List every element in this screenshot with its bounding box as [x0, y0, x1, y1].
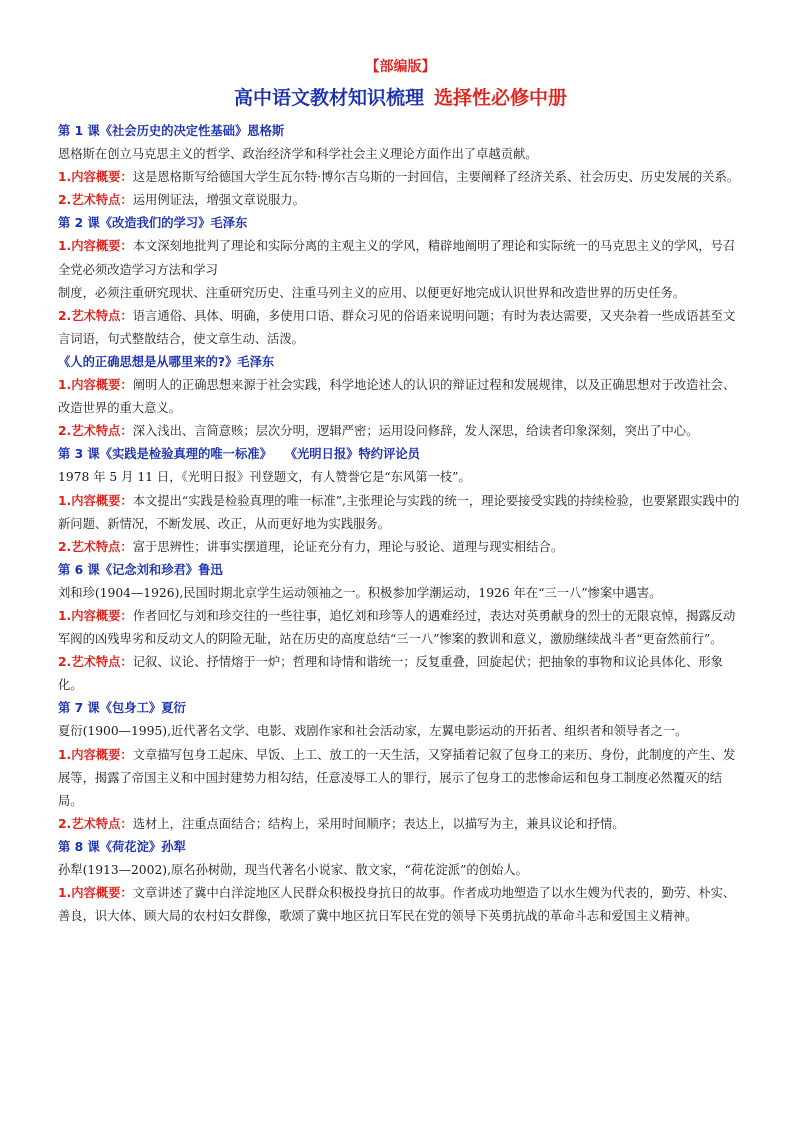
art-label: 2.艺术特点： [58, 424, 133, 439]
title-main: 高中语文教材知识梳理 [233, 87, 424, 109]
lesson-heading: 第 6 课《记念刘和珍君》鲁迅 [58, 562, 223, 577]
lesson-heading: 《人的正确思想是从哪里来的?》毛泽东 [58, 354, 275, 369]
content-label: 1.内容概要： [58, 747, 133, 762]
art-features [58, 305, 743, 351]
content-label: 1.内容概要： [58, 170, 133, 185]
content-summary [58, 882, 743, 928]
art-features [58, 420, 743, 443]
document-body [58, 120, 743, 928]
content-text: 文章描写包身工起床、早饭、上工、放工的一天生活，又穿插着记叙了包身工的来历、身份，此制度的产生、发展等，揭露了帝国主义和中国封建势力相勾结，任意凌辱工人的罪行，展示了包身工的悲惨命运和包身工制度必然覆灭的结局。 [58, 747, 736, 808]
content-text: 本文提出“实践是检验真理的唯一标准”,主张理论与实践的统一，理论要接受实践的持续检验，也要紧跟实践中的新问题、新情况，不断发展、改正，从而更好地为实践服务。 [58, 493, 740, 531]
content-summary [58, 744, 743, 813]
page-title [58, 84, 743, 112]
art-features [58, 813, 743, 836]
lesson-heading: 第 7 课《包身工》夏衍 [58, 701, 186, 716]
content-text: 文章讲述了冀中白洋淀地区人民群众积极投身抗日的故事。作者成功地塑造了以水生嫂为代表的，勤劳、朴实、善良，识大体、顾大局的农村妇女群像，歌颂了冀中地区抗日军民在党的领导下英勇抗战的革命斗志和爱国主义精神。 [58, 886, 736, 924]
content-label: 1.内容概要： [58, 608, 133, 623]
lesson-heading: 第 3 课《实践是检验真理的唯一标准》 《光明日报》特约评论员 [58, 447, 420, 462]
art-text: 语言通俗、具体、明确，多使用口语、群众习见的俗语来说明问题；有时为表达需要，又夹杂着一些成语甚至文言词语，句式整散结合，使文章生动、活泼。 [58, 308, 736, 346]
content-text: 阐明人的正确思想来源于社会实践，科学地论述人的认识的辩证过程和发展规律，以及正确思想对于改造社会、改造世界的重大意义。 [58, 378, 736, 416]
content-summary [58, 490, 743, 536]
art-text: 记叙、议论、抒情熔于一炉；哲理和诗情和谐统一；反复重叠，回旋起伏；把抽象的事物和议论具体化、形象化。 [58, 655, 723, 693]
title-sub: 选择性必修中册 [434, 87, 568, 109]
art-features [58, 536, 743, 559]
content-text: 作者回忆与刘和珍交往的一些往事，追忆刘和珍等人的遇难经过，表达对英勇献身的烈士的无限哀悼，揭露反动军阀的凶残卑劣和反动文人的阴险无耻，站在历史的高度总结“三一八”惨案的教训和意义，激励继续战斗者“更奋然前行”。 [58, 608, 736, 647]
art-label: 2.艺术特点： [58, 193, 133, 208]
content-summary [58, 166, 743, 189]
art-label: 2.艺术特点： [58, 539, 133, 554]
art-text: 运用例证法，增强文章说服力。 [132, 193, 305, 208]
lesson-heading: 第 8 课《荷花淀》孙犁 [58, 839, 186, 854]
content-text: 这是恩格斯写给德国大学生瓦尔特·博尔吉乌斯的一封回信，主要阐释了经济关系、社会历史、历史发展的关系。 [132, 170, 740, 185]
content-label: 1.内容概要： [58, 886, 133, 901]
content-summary-continued: 制度，必须注重研究现状、注重研究历史、注重马列主义的应用、以便更好地完成认识世界和改造世界的历史任务。 [58, 285, 686, 300]
content-label: 1.内容概要： [58, 378, 133, 393]
lesson-intro: 恩格斯在创立马克思主义的哲学、政治经济学和科学社会主义理论方面作出了卓越贡献。 [58, 147, 538, 162]
art-text: 深入浅出、言简意赅；层次分明，逻辑严密；运用设问修辞，发人深思，给读者印象深刻，突出了中心。 [132, 424, 699, 439]
art-features [58, 189, 743, 212]
art-label: 2.艺术特点： [58, 308, 133, 323]
content-summary [58, 374, 743, 420]
content-summary [58, 605, 743, 651]
lesson-intro: 孙犁(1913—2002),原名孙树勋，现当代著名小说家、散文家，“荷花淀派”的创始人。 [58, 863, 528, 877]
art-label: 2.艺术特点： [58, 816, 133, 831]
lesson-intro: 刘和珍(1904—1926),民国时期北京学生运动领袖之一。积极参加学潮运动，1926 年在“三一八”惨案中遇害。 [58, 585, 662, 600]
art-features [58, 651, 743, 697]
content-label: 1.内容概要： [58, 493, 133, 508]
content-summary [58, 235, 743, 281]
content-text: 本文深刻地批判了理论和实际分离的主观主义的学风，精辟地阐明了理论和实际统一的马克思主义的学风，号召全党必须改造学习方法和学习 [58, 239, 736, 277]
lesson-heading: 第 2 课《改造我们的学习》毛泽东 [58, 216, 248, 231]
art-text: 选材上，注重点面结合；结构上，采用时间顺序；表达上，以描写为主，兼具议论和抒情。 [132, 816, 625, 831]
art-text: 富于思辨性；讲事实摆道理，论证充分有力，理论与驳论、道理与现实相结合。 [132, 539, 564, 554]
edition-tag: 【部编版】 [365, 59, 436, 75]
content-label: 1.内容概要： [58, 239, 133, 254]
lesson-intro: 1978 年 5 月 11 日，《光明日报》刊登题文，有人赞誉它是“东风第一枝”。 [58, 470, 471, 485]
lesson-heading: 第 1 课《社会历史的决定性基础》恩格斯 [58, 124, 285, 138]
lesson-intro: 夏衍(1900—1995),近代著名文学、电影、戏剧作家和社会活动家，左翼电影运动的开拓者、组织者和领导者之一。 [58, 724, 688, 739]
art-label: 2.艺术特点： [58, 655, 133, 670]
